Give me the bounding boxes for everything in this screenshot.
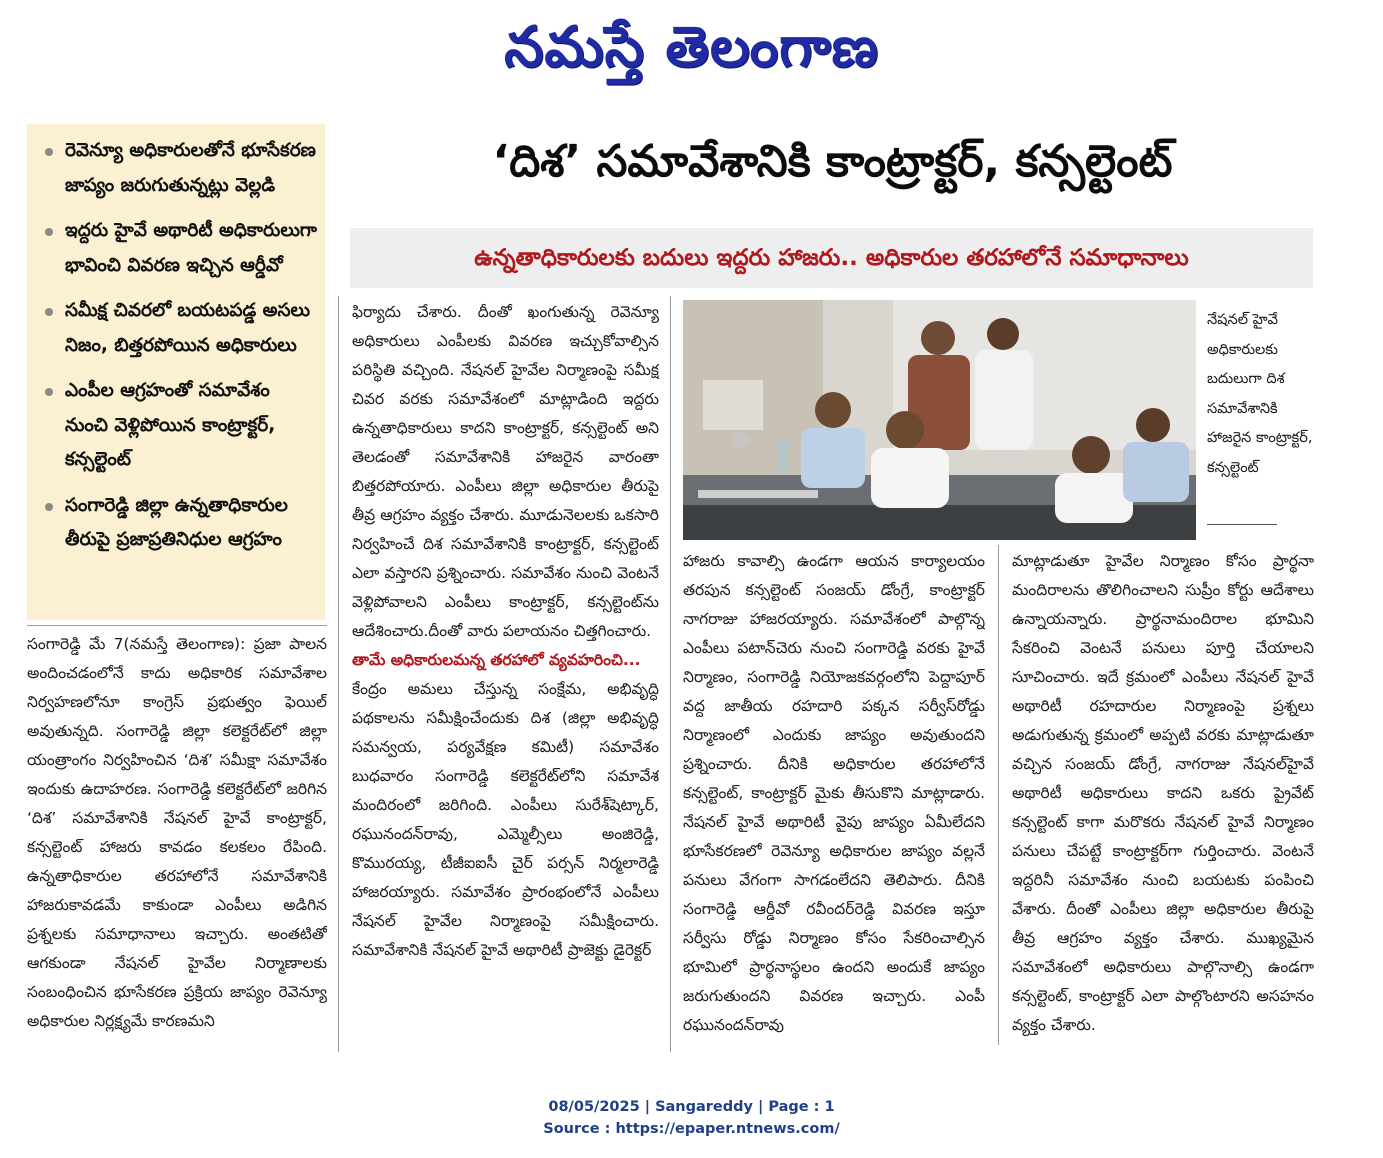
highlight-item: సమీక్ష చివరలో బయటపడ్డ అసలు నిజం, బిత్తరపోయిన అధికారులు bbox=[37, 294, 319, 363]
article-subsection-heading: తామే అధికారులమన్న తరహాలో వ్యవహరించి... bbox=[352, 651, 641, 669]
article-column-2 bbox=[352, 298, 659, 1058]
article-paragraph: హాజరు కావాల్సి ఉండగా ఆయన కార్యాలయం తరపున కన్సల్టెంట్ సంజయ్ డోంగ్రే, కాంట్రాక్టర్ నాగరాజు హాజరయ్యారు. సమావేశంలో పాల్గొన్న ఎంపీలు పటాన్‌చెరు నుంచి సంగారెడ్డి వరకు హైవే నిర్మాణం, సంగారెడ్డి నియోజకవర్గంలోని పెద్దాపూర్ వద్ద జాతీయ రహదారి పక్కన సర్వీస్‌రోడ్డు నిర్మాణంలో ఎందుకు జాప్యం అవుతుందని ప్రశ్నించారు. దీనికి అధికారుల తరహాలోనే కన్సల్టెంట్, కాంట్రాక్టర్ మైకు తీసుకొని మాట్లాడారు. నేషనల్ హైవే అథారిటీ వైపు జాప్యం ఏమీలేదని భూసేకరణలో రెవెన్యూ అధికారుల జాప్యం వల్లనే పనులు వేగంగా సాగడంలేదని తెలిపారు. దీనికి సంగారెడ్డి ఆర్డీవో రవీందర్‌రెడ్డి వివరణ ఇస్తూ సర్వీసు రోడ్డు నిర్మాణం కోసం సేకరించాల్సిన భూమిలో ప్రార్థనాస్థలం ఉందని అందుకే జాప్యం జరుగుతుందని వివరణ ఇచ్చారు. ఎంపీ రఘునందన్‌రావు bbox=[683, 552, 985, 1034]
divider bbox=[998, 545, 999, 1045]
divider bbox=[27, 625, 327, 626]
page-footer bbox=[0, 1096, 1383, 1140]
article-paragraph: ఫిర్యాదు చేశారు. దీంతో ఖంగుతున్న రెవెన్యూ అధికారులు ఎంపీలకు వివరణ ఇచ్చుకోవాల్సిన పరిస్థితి వచ్చింది. నేషనల్ హైవేల నిర్మాణంపై సమీక్ష చివర వరకు సమావేశంలో మాట్లాడింది ఇద్దరు ఉన్నతాధికారులు కాదని కాంట్రాక్టర్, కన్సల్టెంట్ అని తెలడంతో సమావేశానికి హాజరైన వారంతా బిత్తరపోయారు. ఎంపీలు జిల్లా అధికారుల తీరుపై తీవ్ర ఆగ్రహం వ్యక్తం చేశారు. మూడునెలలకు ఒకసారి నిర్వహించే దిశ సమావేశానికి కాంట్రాక్టర్, కన్సల్టెంట్ ఎలా వస్తారని ప్రశ్నించారు. సమావేశం నుంచి వెంటనే వెళ్లిపోవాలని ఎంపీలు కాంట్రాక్టర్, కన్సల్టెంట్‌ను ఆదేశించారు.దీంతో వారు పలాయనం చిత్తగించారు. bbox=[352, 303, 659, 640]
article-column-4 bbox=[1012, 547, 1314, 1047]
article-paragraph: సంగారెడ్డి మే 7(నమస్తే తెలంగాణ): ప్రజా పాలన అందించడంలోనే కాదు అధికారిక సమావేశాల నిర్వహణలోనూ కాంగ్రెస్ ప్రభుత్వం ఫెయిల్ అవుతున్నది. సంగారెడ్డి జిల్లా కలెక్టరేట్‌లో జిల్లా యంత్రాంగం నిర్వహించిన ‘దిశ’ సమీక్షా సమావేశం ఇందుకు ఉదాహరణ. సంగారెడ్డి కలెక్టరేట్‌లో జరిగిన ‘దిశ’ సమావేశానికి నేషనల్ హైవే కాంట్రాక్టర్, కన్సల్టెంట్ హాజరు కావడం కలకలం రేపింది. ఉన్నతాధికారుల తరహాలోనే సమావేశానికి హాజరుకావడమే కాకుండా ఎంపీలు అడిగిన ప్రశ్నలకు సమాధానాలు ఇచ్చారు. అంతటితో ఆగకుండా నేషనల్ హైవేల నిర్మాణాలకు సంబంధించిన భూసేకరణ ప్రక్రియ జాప్యం రెవెన్యూ అధికారుల నిర్లక్ష్యమే కారణమని bbox=[27, 635, 327, 1030]
source-link[interactable]: Source : https://epaper.ntnews.com/ bbox=[543, 1121, 840, 1137]
article-paragraph: మాట్లాడుతూ హైవేల నిర్మాణం కోసం ప్రార్థనా మందిరాలను తొలిగించాలని సుప్రీం కోర్టు ఆదేశాలు ఉన్నాయన్నారు. ప్రార్థనామందిరాల భూమిని సేకరించి వెంటనే పనులు పూర్తి చేయాలని సూచించారు. ఇదే క్రమంలో ఎంపీలు నేషనల్ హైవే అథారిటీ రహదారుల నిర్మాణంపై ప్రశ్నలు అడుగుతున్న క్రమంలో అప్పటి వరకు మాట్లాడుతూ వచ్చిన సంజయ్ డోంగ్రే, నాగరాజు నేషనల్‌హైవే అథారిటీ అధికారులు కాదని ఒకరు ప్రైవేట్ కన్సల్టెంట్ కాగా మరొకరు నేషనల్ హైవే నిర్మాణం పనులు చేపట్టే కాంట్రాక్టర్‌గా గుర్తించారు. వెంటనే ఇద్దరినీ సమావేశం నుంచి బయటకు పంపించి వేశారు. దీంతో ఎంపీలు జిల్లా అధికారుల తీరుపై తీవ్ర ఆగ్రహం వ్యక్తం చేశారు. ముఖ్యమైన సమావేశంలో అధికారులు పాల్గొనాల్సి ఉండగా కన్సల్టెంట్, కాంట్రాక్టర్ ఎలా పాల్గొంటారని అసహనం వ్యక్తం చేశారు. bbox=[1012, 552, 1314, 1034]
article-column-1 bbox=[27, 630, 327, 1050]
highlight-item: సంగారెడ్డి జిల్లా ఉన్నతాధికారుల తీరుపై ప్రజాప్రతినిధుల ఆగ్రహం bbox=[37, 489, 319, 558]
divider bbox=[338, 296, 339, 1052]
highlight-item: రెవెన్యూ అధికారులతోనే భూసేకరణ జాప్యం జరుగుతున్నట్లు వెల్లడి bbox=[37, 134, 319, 203]
divider bbox=[670, 296, 671, 1052]
highlights-box bbox=[27, 124, 325, 620]
photo-caption: నేషనల్ హైవే అధికారులకు బదులుగా దిశ సమావేశానికి హాజరైన కాంట్రాక్టర్, కన్సల్టెంట్ bbox=[1207, 312, 1313, 476]
newspaper-logo: నమస్తే తెలంగాణ bbox=[504, 14, 879, 80]
article-column-3 bbox=[683, 547, 985, 1047]
divider bbox=[1207, 524, 1277, 525]
news-photo bbox=[683, 300, 1196, 540]
meeting-photo-illustration bbox=[683, 300, 1196, 540]
edition-info: 08/05/2025 | Sangareddy | Page : 1 bbox=[548, 1099, 835, 1115]
masthead bbox=[0, 8, 1383, 86]
article-subheadline: ఉన్నతాధికారులకు బదులు ఇద్దరు హాజరు.. అధికారుల తరహాలోనే సమాధానాలు bbox=[350, 228, 1313, 288]
highlight-item: ఇద్దరు హైవే అథారిటీ అధికారులుగా భావించి వివరణ ఇచ్చిన ఆర్డీవో bbox=[37, 214, 319, 283]
highlights-list bbox=[37, 134, 319, 558]
article-headline: ‘దిశ’ సమావేశానికి కాంట్రాక్టర్, కన్సల్టెంట్ bbox=[492, 136, 1173, 187]
highlight-item: ఎంపీల ఆగ్రహంతో సమావేశం నుంచి వెళ్లిపోయిన కాంట్రాక్టర్, కన్సల్టెంట్ bbox=[37, 374, 319, 478]
article-paragraph: కేంద్రం అమలు చేస్తున్న సంక్షేమ, అభివృద్ధి పథకాలను సమీక్షించేందుకు దిశ (జిల్లా అభివృద్ధి సమన్వయ, పర్యవేక్షణ కమిటీ) సమావేశం బుధవారం సంగారెడ్డి కలెక్టరేట్‌లోని సమావేశ మందిరంలో జరిగింది. ఎంపీలు సురేశ్‌షెట్కార్, రఘునందన్‌రావు, ఎమ్మెల్సీలు అంజిరెడ్డి, కొమురయ్య, టీజీఐఐసీ చైర్ పర్సన్ నిర్మలారెడ్డి హాజరయ్యారు. సమావేశం ప్రారంభంలోనే ఎంపీలు నేషనల్ హైవేల నిర్మాణంపై సమీక్షించారు. సమావేశానికి నేషనల్ హైవే అథారిటీ ప్రాజెక్టు డైరెక్టర్ bbox=[352, 680, 659, 959]
